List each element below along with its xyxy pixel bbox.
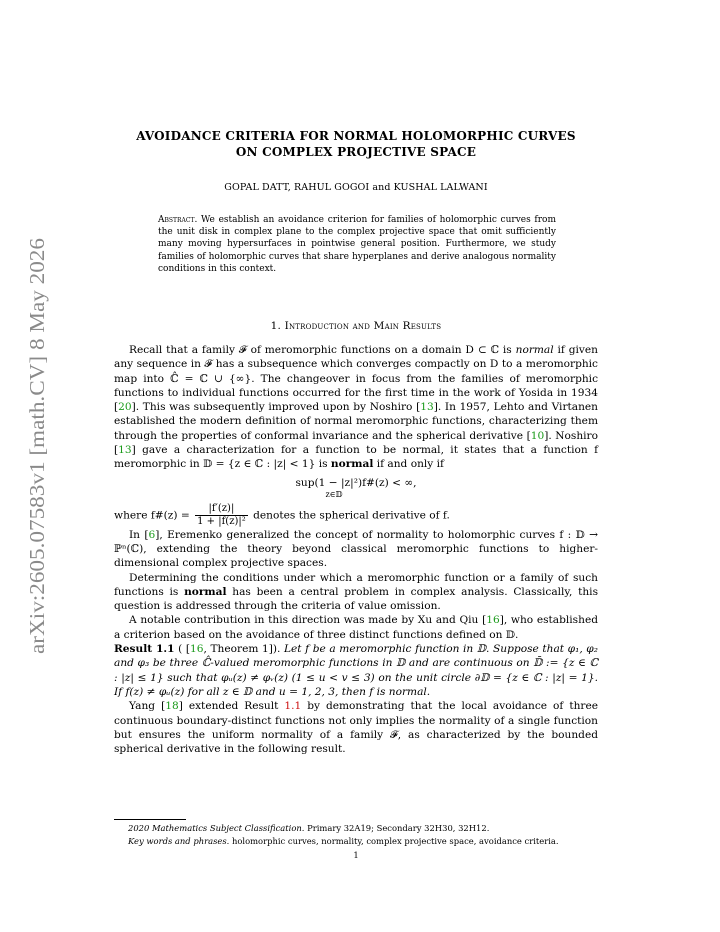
equation-main: sup(1 − |z|²)f#(z) < ∞, (295, 476, 417, 489)
spherical-derivative-definition: where f#(z) = $\frac{|f'(z)|}{\text{1 + |f(z)|²}}$ denotes the spherical derivative of f. (114, 502, 450, 527)
abstract-label: Abstract. (158, 215, 198, 225)
section-heading: 1. Introduction and Main Results (270, 320, 442, 332)
paragraph-1: Recall that a family 𝓕 of meromorphic functions on a domain D ⊂ ℂ is normal if given any sequence in 𝓕 has a subsequence which converges compactly on D to a meromorphic map into ℂ̂ = ℂ ∪ {∞}. The changeover in focus from the families of meromorphic functions to individual functions occurred for the first time in the work of Yosida in 1934 [20]. This was subsequently improved upon by Noshiro [13]. In 1957, Lehto and Virtanen established the modern definition of normal meromorphic functions, characterizing them through the properties of conformal invariance and the spherical derivative [10]. Noshiro [13] gave a characterization for a function to be normal, it states that a function f meromorphic in 𝔻 = {z ∈ ℂ : |z| < 1} is normal if and only if (114, 344, 598, 471)
citation-link[interactable]: 10 (530, 429, 545, 442)
citation-link[interactable]: 13 (118, 444, 132, 457)
title-line-1: AVOIDANCE CRITERIA FOR NORMAL HOLOMORPHIC CURVES (136, 129, 576, 143)
abstract (158, 214, 556, 275)
abstract-text: We establish an avoidance criterion for families of holomorphic curves from the unit disk in complex plane to the complex projective space that omit sufficiently many moving hypersurfaces in pointwise general position. Furthermore, we study families of holomorphic curves that share hyperplanes and derive analogous normality conditions in this context. (158, 215, 556, 274)
citation-link[interactable]: 18 (165, 700, 179, 713)
body-text (114, 343, 598, 756)
equation-subscript: z∈𝔻 (325, 489, 343, 499)
paragraph-4: A notable contribution in this direction was made by Xu and Qiu [16], who established a criterion based on the avoidance of three distinct functions defined on 𝔻. (114, 614, 598, 641)
result-1-1: Result 1.1 ( [16, Theorem 1]). Let f be a meromorphic function in 𝔻. Suppose that φ₁, φ₂ and φ₃ be three ℂ̂-valued meromorphic functions in 𝔻 and are continuous on 𝔻̄ := {z ∈ ℂ : |z| ≤ 1} such that φᵤ(z) ≠ φᵥ(z) (1 ≤ u < v ≤ 3) on the unit circle ∂𝔻 = {z ∈ ℂ : |z| = 1}. If f(z) ≠ φᵤ(z) for all z ∈ 𝔻 and u = 1, 2, 3, then f is normal. (114, 643, 598, 698)
result-label: Result 1.1 (114, 643, 175, 656)
arxiv-stamp (2, 236, 72, 656)
citation-link[interactable]: 20 (118, 401, 132, 414)
footnote-keywords: Key words and phrases. holomorphic curves, normality, complex projective space, avoidance criteria. (128, 836, 559, 846)
citation-link[interactable]: 16 (486, 614, 500, 627)
paragraph-3: Determining the conditions under which a meromorphic function or a family of such functions is normal has been a central problem in complex analysis. Classically, this question is addressed through the criteria of value omission. (114, 571, 599, 613)
equation-sup (114, 476, 598, 499)
fraction: $\frac{|f'(z)|}{\text{1 + |f(z)|²}}$ (197, 502, 246, 527)
title-line-2: ON COMPLEX PROJECTIVE SPACE (235, 145, 477, 159)
paragraph-2: In [6], Eremenko generalized the concept of normality to holomorphic curves f : 𝔻 → ℙⁿ(ℂ), extending the theory beyond classical meromorphic functions to higher-dimensional complex projective spaces. (114, 528, 598, 570)
citation-link[interactable]: 13 (420, 401, 434, 414)
footnote-msc: 2020 Mathematics Subject Classification. Primary 32A19; Secondary 32H30, 32H12. (128, 823, 490, 833)
arxiv-stamp-text: arXiv:2605.07583v1 [math.CV] 8 May 2026 (25, 268, 49, 654)
paragraph-5: Yang [18] extended Result 1.1 by demonstrating that the local avoidance of three continuous boundary-distinct functions not only implies the normality of a single function but ensures the uniform normality of a family 𝓕, as characterized by the bounded spherical derivative in the following result. (114, 700, 599, 756)
result-reference-link[interactable]: 1.1 (284, 700, 302, 713)
result-statement: Let f be a meromorphic function in 𝔻. Suppose that φ₁, φ₂ and φ₃ be three ℂ̂-valued meromorphic functions in 𝔻 and are continuous on 𝔻̄ := {z ∈ ℂ : |z| ≤ 1} such that φᵤ(z) ≠ φᵥ(z) (1 ≤ u < v ≤ 3) on the unit circle ∂𝔻 = {z ∈ ℂ : |z| = 1}. If f(z) ≠ φᵤ(z) for all z ∈ 𝔻 and u = 1, 2, 3, then f is normal. (114, 643, 598, 698)
citation-link[interactable]: 6 (148, 528, 156, 541)
paper-title (114, 128, 598, 160)
citation-link[interactable]: 16 (190, 643, 204, 656)
author-list: GOPAL DATT, RAHUL GOGOI and KUSHAL LALWANI (224, 182, 488, 193)
page-number: 1 (353, 850, 359, 860)
footnote-divider (114, 819, 186, 820)
